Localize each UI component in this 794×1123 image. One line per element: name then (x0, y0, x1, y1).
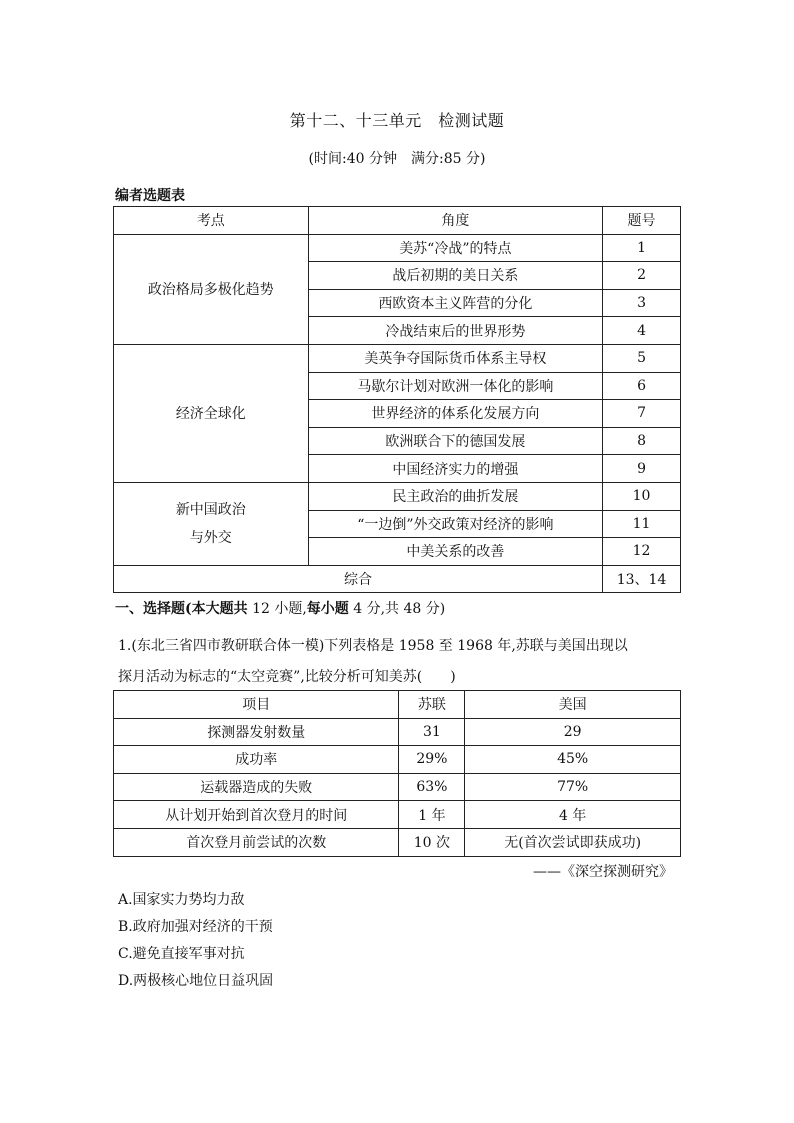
table-row (114, 801, 681, 829)
table-cell: 77% (465, 773, 681, 801)
table-row (114, 344, 681, 372)
number-cell: 5 (603, 344, 681, 372)
summary-cell: 综合 (114, 565, 603, 593)
selection-table (113, 206, 681, 593)
angle-cell: 中美关系的改善 (308, 538, 602, 566)
header-cell: 苏联 (399, 691, 465, 719)
option-b: B.政府加强对经济的干预 (118, 919, 273, 935)
table-row (114, 828, 681, 856)
table-header-row (114, 691, 681, 719)
number-cell: 4 (603, 317, 681, 345)
table-cell: 探测器发射数量 (114, 718, 399, 746)
angle-cell: 欧洲联合下的德国发展 (308, 427, 602, 455)
angle-cell: 民主政治的曲折发展 (308, 482, 602, 510)
angle-cell: “一边倒”外交政策对经济的影响 (308, 510, 602, 538)
table-cell: 29 (465, 718, 681, 746)
number-cell: 1 (603, 234, 681, 262)
number-cell: 3 (603, 289, 681, 317)
topic-cell (114, 482, 309, 565)
table-header-row (114, 207, 681, 235)
header-cell: 美国 (465, 691, 681, 719)
table-row (114, 746, 681, 774)
table-cell: 无(首次尝试即获成功) (465, 828, 681, 856)
table-cell: 31 (399, 718, 465, 746)
topic-line: 与外交 (189, 529, 232, 546)
space-race-table (113, 690, 681, 857)
table-cell: 从计划开始到首次登月的时间 (114, 801, 399, 829)
topic-line: 新中国政治 (175, 501, 246, 518)
table-row (114, 773, 681, 801)
table-cell: 运载器造成的失败 (114, 773, 399, 801)
header-cell: 题号 (603, 207, 681, 235)
question-stem-line2: 探月活动为标志的“太空竞赛”,比较分析可知美苏( ) (118, 669, 456, 685)
option-d: D.两极核心地位日益巩固 (118, 973, 274, 989)
angle-cell: 美苏“冷战”的特点 (308, 234, 602, 262)
angle-cell: 战后初期的美日关系 (308, 262, 602, 290)
topic-cell: 经济全球化 (114, 344, 309, 482)
angle-cell: 西欧资本主义阵营的分化 (308, 289, 602, 317)
number-cell: 11 (603, 510, 681, 538)
option-c: C.避免直接军事对抗 (118, 946, 245, 962)
number-cell: 12 (603, 538, 681, 566)
angle-cell: 世界经济的体系化发展方向 (308, 400, 602, 428)
number-cell: 10 (603, 482, 681, 510)
table-cell: 45% (465, 746, 681, 774)
section-heading (115, 598, 445, 618)
page-title: 第十二、十三单元 检测试题 (289, 111, 505, 130)
number-cell: 9 (603, 455, 681, 483)
table-caption: 编者选题表 (115, 188, 185, 204)
option-a: A.国家实力势均力敌 (118, 892, 245, 908)
table-cell: 63% (399, 773, 465, 801)
section-count: 12 小题, (247, 601, 307, 617)
section-bold2: 每小题 (306, 601, 349, 617)
number-cell: 2 (603, 262, 681, 290)
table-cell: 10 次 (399, 828, 465, 856)
number-cell: 7 (603, 400, 681, 428)
topic-cell: 政治格局多极化趋势 (114, 234, 309, 344)
section-bold: 本大题共 (191, 601, 248, 617)
angle-cell: 冷战结束后的世界形势 (308, 317, 602, 345)
table-row (114, 565, 681, 593)
table-row (114, 482, 681, 510)
question-stem-line1: 1.(东北三省四市教研联合体一模)下列表格是 1958 至 1968 年,苏联与美国出现以 (118, 638, 628, 654)
header-cell: 角度 (308, 207, 602, 235)
table-cell: 首次登月前尝试的次数 (114, 828, 399, 856)
number-cell: 6 (603, 372, 681, 400)
header-cell: 考点 (114, 207, 309, 235)
number-cell: 13、14 (603, 565, 681, 593)
section-rest: 4 分,共 48 分) (348, 601, 446, 617)
source-citation: ——《深空探测研究》 (533, 864, 673, 880)
angle-cell: 美英争夺国际货币体系主导权 (308, 344, 602, 372)
exam-info: (时间:40 分钟 满分:85 分) (308, 151, 486, 167)
table-cell: 1 年 (399, 801, 465, 829)
angle-cell: 马歇尔计划对欧洲一体化的影响 (308, 372, 602, 400)
angle-cell: 中国经济实力的增强 (308, 455, 602, 483)
section-prefix: 一、选择题( (115, 601, 192, 617)
table-row (114, 234, 681, 262)
header-cell: 项目 (114, 691, 399, 719)
table-cell: 成功率 (114, 746, 399, 774)
table-cell: 29% (399, 746, 465, 774)
table-cell: 4 年 (465, 801, 681, 829)
number-cell: 8 (603, 427, 681, 455)
table-row (114, 718, 681, 746)
